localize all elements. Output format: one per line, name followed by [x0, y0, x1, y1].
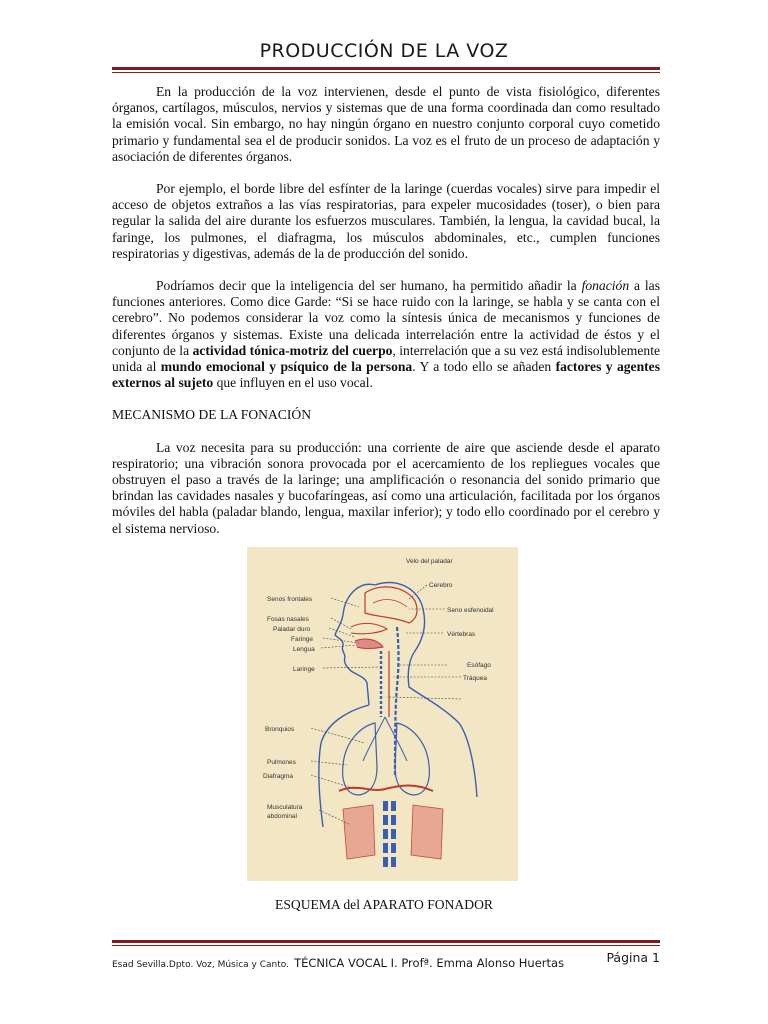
paragraph-3-text: que influyen en el uso vocal. [213, 375, 373, 391]
emphasis-fonacion: fonación [581, 278, 630, 294]
page-title: PRODUCCIÓN DE LA VOZ [259, 40, 509, 62]
phonation-diagram-illustration [247, 547, 518, 881]
paragraph-3 [112, 278, 660, 391]
paragraph-1: En la producción de la voz intervienen, desde el punto de vista fisiológico, diferentes órganos, cartílagos, músculos, nervios y sistemas que de una forma coordinada dan como resultado la emisión vocal. Sin embargo, no hay ningún órgano en nuestro conjunto corporal cuyo cometido primario y fundamental sea el de producir sonidos. La voz es el fruto de un proceso de adaptación y asociación de diferentes órganos. [112, 84, 660, 164]
body-text [112, 84, 660, 553]
label-bronquios: Bronquios [265, 726, 295, 733]
page-number: Página 1 [606, 950, 660, 965]
footer-rule-thin [112, 945, 660, 946]
label-diafragma: Diafragma [263, 773, 293, 780]
label-pulmones: Pulmones [267, 759, 296, 766]
emphasis-mundo-emocional: mundo emocional y psíquico de la persona [160, 359, 413, 375]
label-traquea: Tráquea [463, 675, 487, 682]
label-paladar-duro: Paladar duro [273, 626, 311, 633]
footer-course: TÉCNICA VOCAL I. Profª. Emma Alonso Huertas [294, 956, 565, 970]
paragraph-3-text: a las funciones anteriores. Como dice Garde: “Si se hace ruido con la laringe, se habla y se canta con el cerebro”. No podemos considerar la voz como la síntesis única de mecanismos y funciones de diferentes órganos y sistemas. Existe una delicada interrelación entre la actividad de éstos y el conjunto de la [112, 278, 660, 358]
label-musculatura: Musculatura [267, 804, 303, 811]
page-footer [112, 952, 660, 971]
label-abdominal: abdominal [267, 813, 297, 820]
paragraph-4: La voz necesita para su producción: una corriente de aire que asciende desde el aparato respiratorio; una vibración sonora provocada por el acercamiento de los repliegues vocales que obstruyen el paso a través de la laringe; una amplificación o resonancia del sonido primario que brindan las cavidades nasales y bucofaríngeas, así como una articulación, facilitada por los órganos móviles del habla (paladar blando, lengua, maxilar inferior); y todo ello coordinado por el cerebro y el sistema nervioso. [112, 439, 660, 536]
label-senos-frontales: Senos frontales [267, 596, 313, 603]
emphasis-factores: factores y agentes externos al sujeto [112, 359, 660, 391]
label-vertebras: Vértebras [447, 631, 476, 638]
header-rule-thin [112, 72, 660, 73]
label-cerebro: Cerebro [429, 582, 453, 589]
footer-rule-thick [112, 940, 660, 943]
section-heading: MECANISMO DE LA FONACIÓN [112, 407, 312, 423]
footer-institution: Esad Sevilla.Dpto. Voz, Música y Canto. [112, 960, 289, 970]
label-esofago: Esófago [467, 662, 491, 669]
paragraph-3-text: Podríamos decir que la inteligencia del ser humano, ha permitido añadir la [156, 278, 582, 294]
paragraph-2: Por ejemplo, el borde libre del esfínter de la laringe (cuerdas vocales) sirve para impedir el acceso de objetos extraños a las vías respiratorias, para expeler mucosidades (toser), o bien para regular la salida del aire durante los esfuerzos musculares. También, la lengua, la cavidad bucal, la faringe, los pulmones, el diafragma, los músculos abdominales, etc., cumplen funciones respiratorias y digestivas, además de la de producción del sonido. [112, 181, 660, 261]
label-velo: Velo del paladar [406, 558, 453, 565]
label-laringe: Laringe [293, 666, 315, 673]
paragraph-3-text: . Y a todo ello se añaden [412, 359, 556, 375]
paragraph-3-text: , interrelación que a su vez está indisolublemente unida al [112, 342, 660, 375]
label-seno-esfenoidal: Seno esfenoidal [447, 607, 494, 614]
label-fosas-nasales: Fosas nasales [267, 616, 309, 623]
label-lengua: Lengua [293, 646, 315, 653]
emphasis-actividad: actividad tónica-motriz del cuerpo [192, 342, 393, 358]
label-faringe: Faringe [291, 636, 314, 643]
phonation-diagram [247, 547, 518, 881]
figure-caption: ESQUEMA del APARATO FONADOR [275, 897, 493, 912]
header-rule-thick [112, 67, 660, 70]
